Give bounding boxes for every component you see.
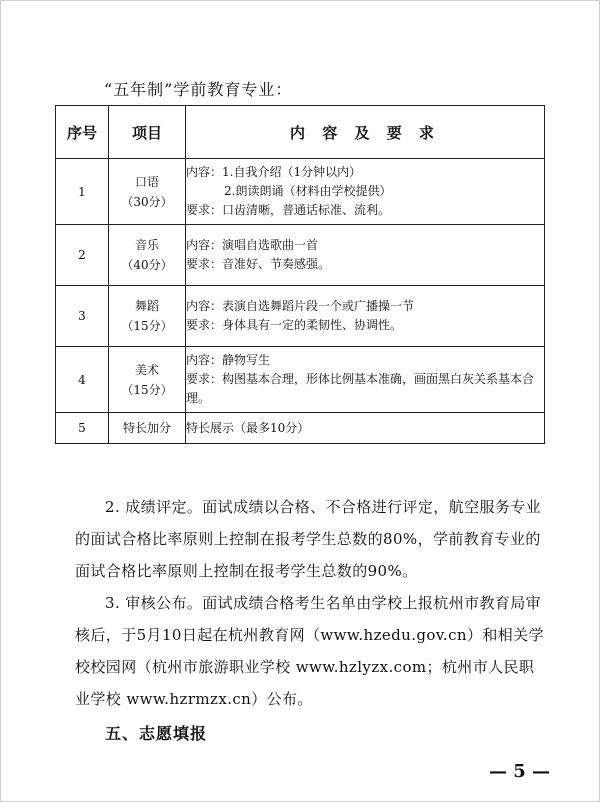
item-name: 口语: [134, 174, 159, 189]
paragraph-text: 3. 审核公布。面试成绩合格考生名单由学校上报杭州市教育局审核后，于5月10日起在杭州教育网（www.hzedu.gov.cn）和相关学校校园网（杭州市旅游职业学校 www.hzlyzx.com；杭州市人民职业学校 www.hzrmzx.cn）公布。: [75, 594, 544, 708]
item-name: 音乐: [134, 238, 159, 252]
table-row: [56, 347, 545, 413]
section-heading: “五年制”学前教育专业：: [104, 80, 293, 99]
row-item: [109, 347, 186, 413]
page-number: — 5 —: [489, 761, 551, 782]
header-content: 内 容 及 要 求: [186, 106, 545, 159]
content-line: 内容：表演自选舞蹈片段一个或广播操一节: [186, 299, 415, 313]
row-number: 4: [56, 347, 109, 413]
row-number: 2: [56, 225, 109, 286]
requirements-table: [55, 105, 545, 444]
paragraph-review-announce: [75, 587, 545, 715]
content-line: 要求：音准好、节奏感强。: [186, 257, 331, 271]
paragraph-score-evaluation: [75, 491, 545, 587]
paragraph-text: 2. 成绩评定。面试成绩以合格、不合格进行评定，航空服务专业的面试合格比率原则上控制在报考学生总数的80%，学前教育专业的面试合格比率原则上控制在报考学生总数的90%。: [75, 498, 542, 580]
content-line: 内容：演唱自选歌曲一首: [186, 238, 319, 252]
table-row: [56, 286, 545, 347]
item-name: 特长加分: [122, 421, 171, 435]
item-score: （30分）: [121, 194, 173, 209]
table-row: [56, 225, 545, 286]
item-score: （15分）: [121, 382, 173, 397]
content-line: 内容：1.自我介绍（1分钟以内）: [186, 165, 362, 179]
header-number: 序号: [56, 106, 109, 159]
row-item: [109, 413, 186, 444]
table-row: [56, 413, 545, 444]
row-number: 3: [56, 286, 109, 347]
item-score: （15分）: [121, 319, 173, 333]
row-content: [186, 286, 545, 347]
table-header-row: [56, 106, 545, 159]
row-content: [186, 413, 545, 444]
content-line: 内容：静物写生: [186, 353, 271, 367]
content-line: 2.朗读朗诵（材料由学校提供）: [224, 184, 392, 198]
row-item: [109, 286, 186, 347]
content-line: 要求：构图基本合理，形体比例基本准确，画面黑白灰关系基本合理。: [186, 372, 535, 405]
row-item: [109, 225, 186, 286]
content-line: 要求：口齿清晰，普通话标准、流利。: [186, 203, 391, 217]
row-content: [186, 347, 545, 413]
header-item: 项目: [109, 106, 186, 159]
row-item: [109, 159, 186, 225]
section-five-heading: 五、志愿填报: [105, 724, 208, 743]
row-number: 5: [56, 413, 109, 444]
item-name: 舞蹈: [134, 299, 159, 313]
item-score: （40分）: [121, 258, 173, 272]
content-line: 特长展示（最多10分）: [186, 420, 310, 435]
row-content: [186, 225, 545, 286]
table-row: [56, 159, 545, 225]
row-content: [186, 159, 545, 225]
row-number: 1: [56, 159, 109, 225]
item-name: 美术: [134, 362, 159, 377]
content-line: 要求：身体具有一定的柔韧性、协调性。: [186, 318, 403, 332]
